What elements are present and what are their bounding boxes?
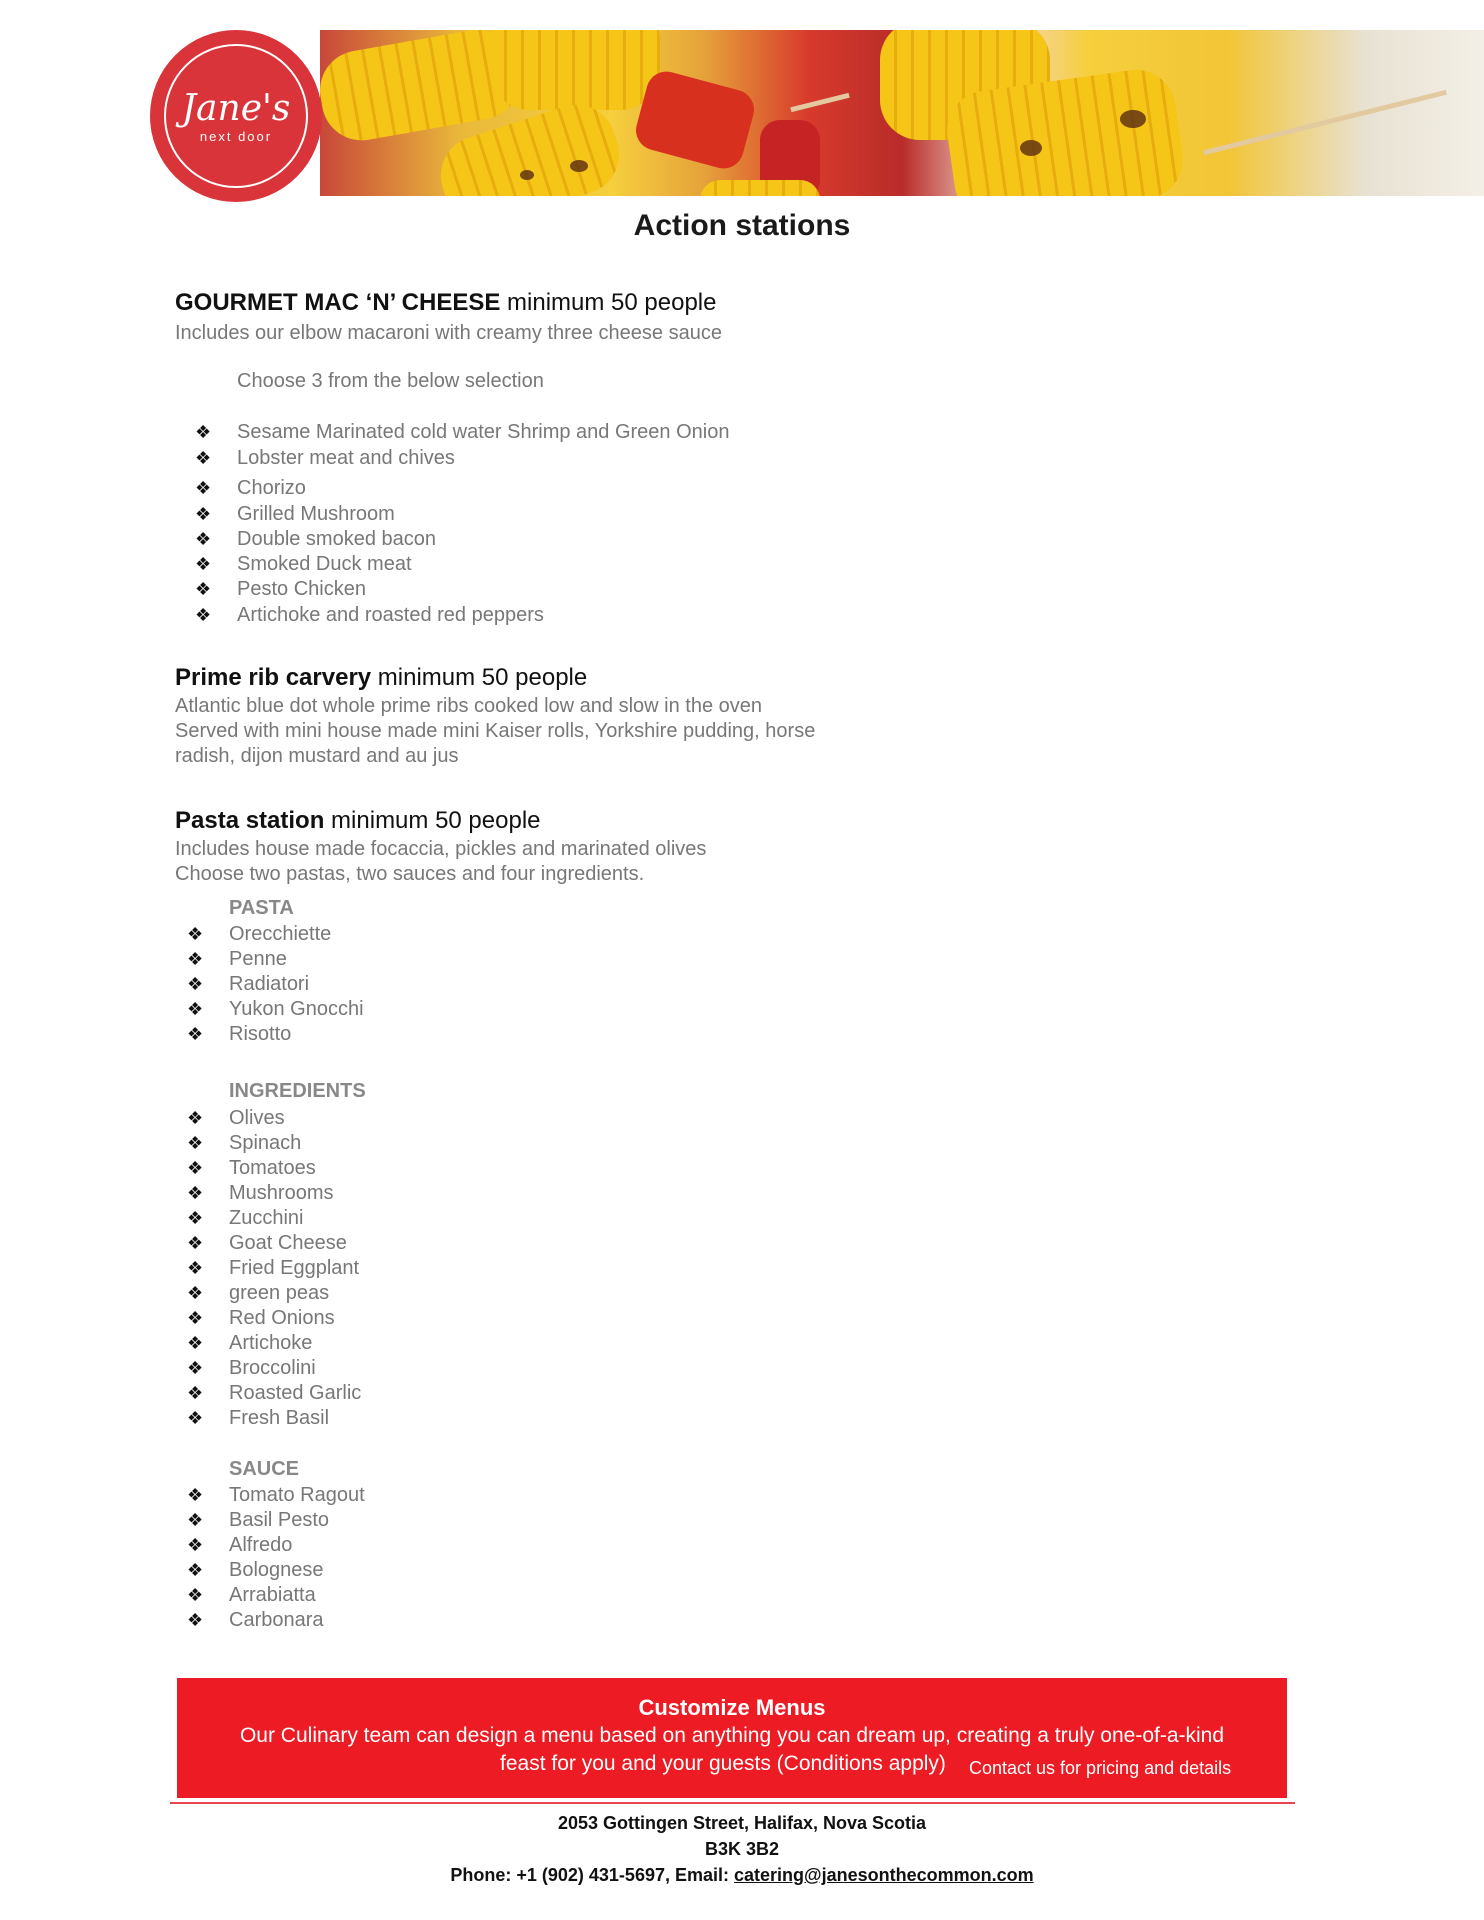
sauce-option-item: Carbonara — [229, 1609, 324, 1631]
sauce-option-item: Tomato Ragout — [229, 1484, 365, 1506]
mac-option-item: Lobster meat and chives — [237, 447, 455, 469]
footer-email-link[interactable]: catering@janesonthecommon.com — [734, 1865, 1034, 1885]
mac-title-rest: minimum 50 people — [500, 289, 717, 316]
pasta-desc-line: Choose two pastas, two sauces and four ingredients. — [175, 863, 645, 885]
footer-divider — [170, 1802, 1295, 1804]
mac-option-item: Smoked Duck meat — [237, 553, 412, 575]
bullet-icon: ❖ — [187, 1358, 204, 1378]
pasta-option-item: Orecchiette — [229, 923, 332, 945]
ingredient-option-item: Olives — [229, 1107, 285, 1129]
pasta-title-rest: minimum 50 people — [324, 807, 541, 834]
prime-section-title — [175, 664, 587, 692]
bullet-icon: ❖ — [187, 1560, 204, 1580]
mac-option-item: Double smoked bacon — [237, 528, 437, 550]
pasta-title-bold: Pasta station — [175, 807, 325, 834]
bullet-icon: ❖ — [195, 605, 212, 625]
customize-title: Customize Menus — [638, 1695, 826, 1720]
ingredient-option-item: Roasted Garlic — [229, 1382, 362, 1404]
ingredient-option-item: Fresh Basil — [229, 1407, 330, 1429]
bullet-icon: ❖ — [187, 1258, 204, 1278]
pasta-option-item: Yukon Gnocchi — [229, 998, 364, 1020]
sauce-option-item: Bolognese — [229, 1559, 324, 1581]
bullet-icon: ❖ — [187, 974, 204, 994]
customize-text-line: Our Culinary team can design a menu based on anything you can dream up, creating a truly one-of-a-kind — [239, 1724, 1225, 1747]
bullet-icon: ❖ — [187, 924, 204, 944]
mac-description: Includes our elbow macaroni with creamy three cheese sauce — [175, 322, 722, 344]
bullet-icon: ❖ — [187, 1308, 204, 1328]
bullet-icon: ❖ — [187, 1283, 204, 1303]
bullet-icon: ❖ — [187, 1183, 204, 1203]
page-title: Action stations — [633, 209, 851, 242]
ingredient-option-item: Red Onions — [229, 1307, 335, 1329]
mac-title-bold: GOURMET MAC ‘N’ CHEESE — [175, 289, 501, 316]
bullet-icon: ❖ — [187, 1610, 204, 1630]
bullet-icon: ❖ — [195, 554, 212, 574]
ingredient-option-item: Goat Cheese — [229, 1232, 347, 1254]
sauce-option-item: Arrabiatta — [229, 1584, 316, 1606]
header-food-banner — [320, 30, 1484, 196]
ingredient-option-item: Zucchini — [229, 1207, 304, 1229]
bullet-icon: ❖ — [187, 1108, 204, 1128]
bullet-icon: ❖ — [195, 529, 212, 549]
mac-choose-note: Choose 3 from the below selection — [237, 370, 544, 392]
bullet-icon: ❖ — [195, 478, 212, 498]
prime-title-rest: minimum 50 people — [371, 664, 588, 691]
pasta-option-item: Penne — [229, 948, 287, 970]
sauce-group-label: SAUCE — [229, 1458, 300, 1480]
logo-subtitle: next door — [199, 128, 273, 144]
bullet-icon: ❖ — [195, 448, 212, 468]
sauce-option-item: Basil Pesto — [229, 1509, 330, 1531]
bullet-icon: ❖ — [195, 422, 212, 442]
bullet-icon: ❖ — [187, 949, 204, 969]
ingredient-option-item: Fried Eggplant — [229, 1257, 360, 1279]
prime-desc-line: Atlantic blue dot whole prime ribs cooked low and slow in the oven — [175, 695, 762, 717]
bullet-icon: ❖ — [187, 1133, 204, 1153]
pasta-option-item: Risotto — [229, 1023, 292, 1045]
bullet-icon: ❖ — [187, 1158, 204, 1178]
bullet-icon: ❖ — [187, 1535, 204, 1555]
mac-option-item: Grilled Mushroom — [237, 503, 395, 525]
ingredients-group-label: INGREDIENTS — [229, 1080, 366, 1102]
bullet-icon: ❖ — [187, 1208, 204, 1228]
prime-desc-line: radish, dijon mustard and au jus — [175, 745, 459, 767]
bullet-icon: ❖ — [187, 1485, 204, 1505]
footer-postal-code: B3K 3B2 — [704, 1839, 780, 1859]
bullet-icon: ❖ — [187, 1510, 204, 1530]
bullet-icon: ❖ — [187, 1024, 204, 1044]
prime-title-bold: Prime rib carvery — [175, 664, 372, 691]
footer-address: 2053 Gottingen Street, Halifax, Nova Scotia — [557, 1813, 927, 1833]
mac-option-item: Chorizo — [237, 477, 306, 499]
bullet-icon: ❖ — [187, 1585, 204, 1605]
mac-option-item: Artichoke and roasted red peppers — [237, 604, 544, 626]
pasta-group-label: PASTA — [229, 897, 294, 919]
sauce-option-item: Alfredo — [229, 1534, 293, 1556]
customize-contact-note: Contact us for pricing and details — [969, 1758, 1232, 1778]
pasta-option-item: Radiatori — [229, 973, 310, 995]
bullet-icon: ❖ — [187, 1383, 204, 1403]
mac-option-item: Pesto Chicken — [237, 578, 366, 600]
footer-contact — [0, 1865, 1484, 1886]
customize-text-line: feast for you and your guests (Conditions apply) — [500, 1752, 946, 1775]
brand-logo — [150, 30, 322, 202]
bullet-icon: ❖ — [195, 579, 212, 599]
logo-name: Jane's — [181, 87, 291, 129]
pasta-desc-line: Includes house made focaccia, pickles and marinated olives — [175, 838, 707, 860]
mac-section-title — [175, 289, 716, 317]
bullet-icon: ❖ — [187, 1408, 204, 1428]
customize-banner — [177, 1678, 1287, 1798]
ingredient-option-item: Mushrooms — [229, 1182, 334, 1204]
ingredient-option-item: Spinach — [229, 1132, 302, 1154]
ingredient-option-item: Broccolini — [229, 1357, 316, 1379]
ingredient-option-item: Tomatoes — [229, 1157, 316, 1179]
mac-option-item: Sesame Marinated cold water Shrimp and Green Onion — [237, 421, 730, 443]
pasta-section-title — [175, 807, 541, 835]
bullet-icon: ❖ — [187, 1333, 204, 1353]
prime-desc-line: Served with mini house made mini Kaiser rolls, Yorkshire pudding, horse — [175, 720, 816, 742]
ingredient-option-item: Artichoke — [229, 1332, 313, 1354]
bullet-icon: ❖ — [195, 504, 212, 524]
bullet-icon: ❖ — [187, 999, 204, 1019]
footer-phone: Phone: +1 (902) 431-5697, Email: — [450, 1865, 734, 1885]
ingredient-option-item: green peas — [229, 1282, 330, 1304]
bullet-icon: ❖ — [187, 1233, 204, 1253]
